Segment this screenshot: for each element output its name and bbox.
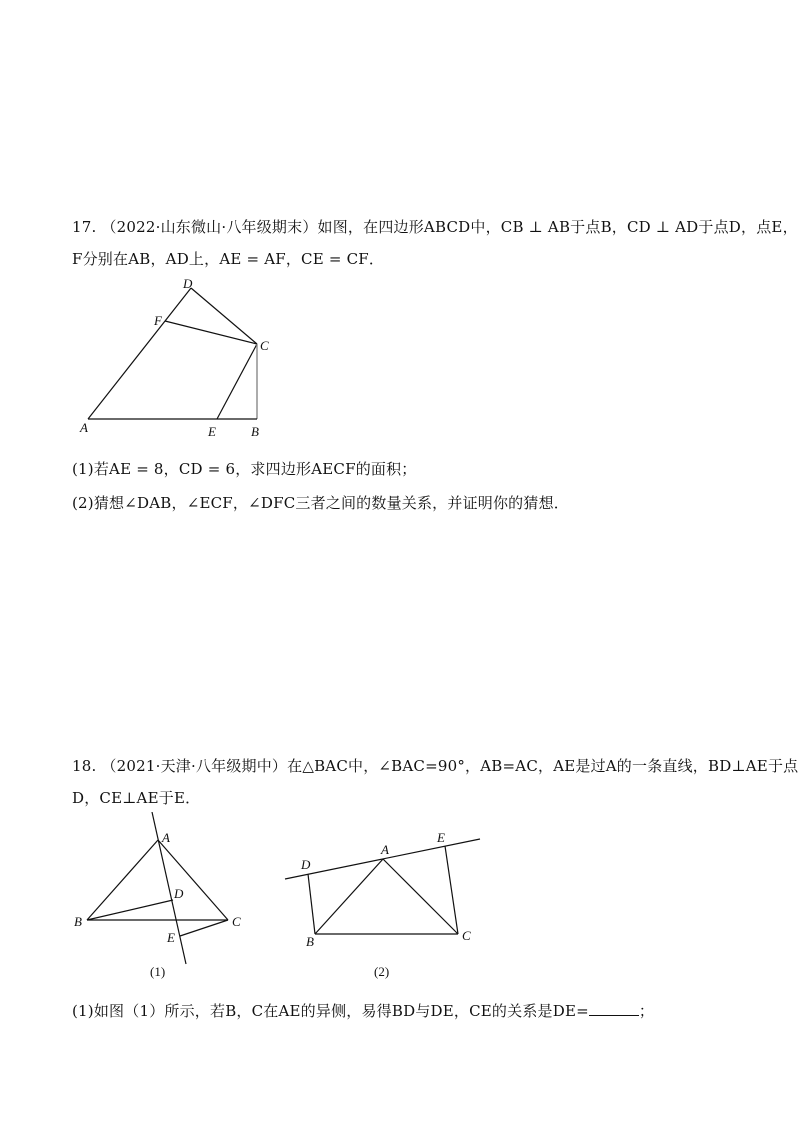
q17-label-E: E xyxy=(208,424,216,439)
q17-label-C: C xyxy=(260,338,269,353)
q18f1-edge-CE xyxy=(180,920,228,936)
q17-label-B: B xyxy=(251,424,259,439)
q18-part1-text: (1)如图（1）所示，若B，C在AE的异侧，易得BD与DE，CE的关系是DE= xyxy=(72,1002,589,1020)
q17-stem-line1: 17. （2022·山东微山·八年级期末）如图，在四边形ABCD中，CB ⊥ AB于点B，CD ⊥ AD于点D，点E， xyxy=(72,218,798,236)
q18-part1-suffix: ； xyxy=(638,1002,655,1020)
q18-stem-line2: D，CE⊥AE于E． xyxy=(72,789,201,807)
q17-edge-CE xyxy=(217,344,257,419)
q18f2-edge-EC xyxy=(445,846,458,934)
q18-figure-2 xyxy=(280,822,495,987)
q17-label-A: A xyxy=(80,420,88,435)
q18f1-edge-BD xyxy=(87,900,173,920)
q18f1-edge-AC xyxy=(158,840,228,920)
q17-figure xyxy=(70,272,290,447)
q18-stem-line1: 18. （2021·天津·八年级期中）在△BAC中，∠BAC=90°，AB=AC，AE是过A的一条直线，BD⊥AE于点 xyxy=(72,757,799,775)
q18f2-caption: (2) xyxy=(374,964,390,979)
q18f1-label-E: E xyxy=(167,930,175,945)
q18f2-edge-AC xyxy=(383,859,458,934)
q18f2-label-B: B xyxy=(306,934,314,949)
q18f1-caption: (1) xyxy=(150,964,166,979)
q18f1-edge-AB xyxy=(87,840,158,920)
q17-edge-AD xyxy=(88,288,191,419)
q18-part1 xyxy=(72,1000,654,1021)
q18f1-label-A: A xyxy=(162,830,170,845)
q17-part2: (2)猜想∠DAB，∠ECF，∠DFC三者之间的数量关系，并证明你的猜想． xyxy=(72,494,569,512)
q18f2-label-E: E xyxy=(437,830,445,845)
q17-label-F: F xyxy=(154,313,162,328)
q18f2-label-A: A xyxy=(381,842,389,857)
q18f2-edge-BD xyxy=(308,874,315,934)
q18f1-label-B: B xyxy=(74,914,82,929)
q17-part1: (1)若AE = 8，CD = 6，求四边形AECF的面积； xyxy=(72,460,417,478)
q17-stem-line2: F分别在AB，AD上，AE = AF，CE = CF． xyxy=(72,250,385,268)
q18f1-label-C: C xyxy=(232,914,241,929)
q18f1-label-D: D xyxy=(174,886,184,901)
q18-answer-blank[interactable] xyxy=(589,1003,639,1016)
q18f2-label-D: D xyxy=(301,857,311,872)
q18f2-label-C: C xyxy=(462,928,471,943)
q17-label-D: D xyxy=(183,276,193,291)
q18-figure-1 xyxy=(70,812,260,987)
